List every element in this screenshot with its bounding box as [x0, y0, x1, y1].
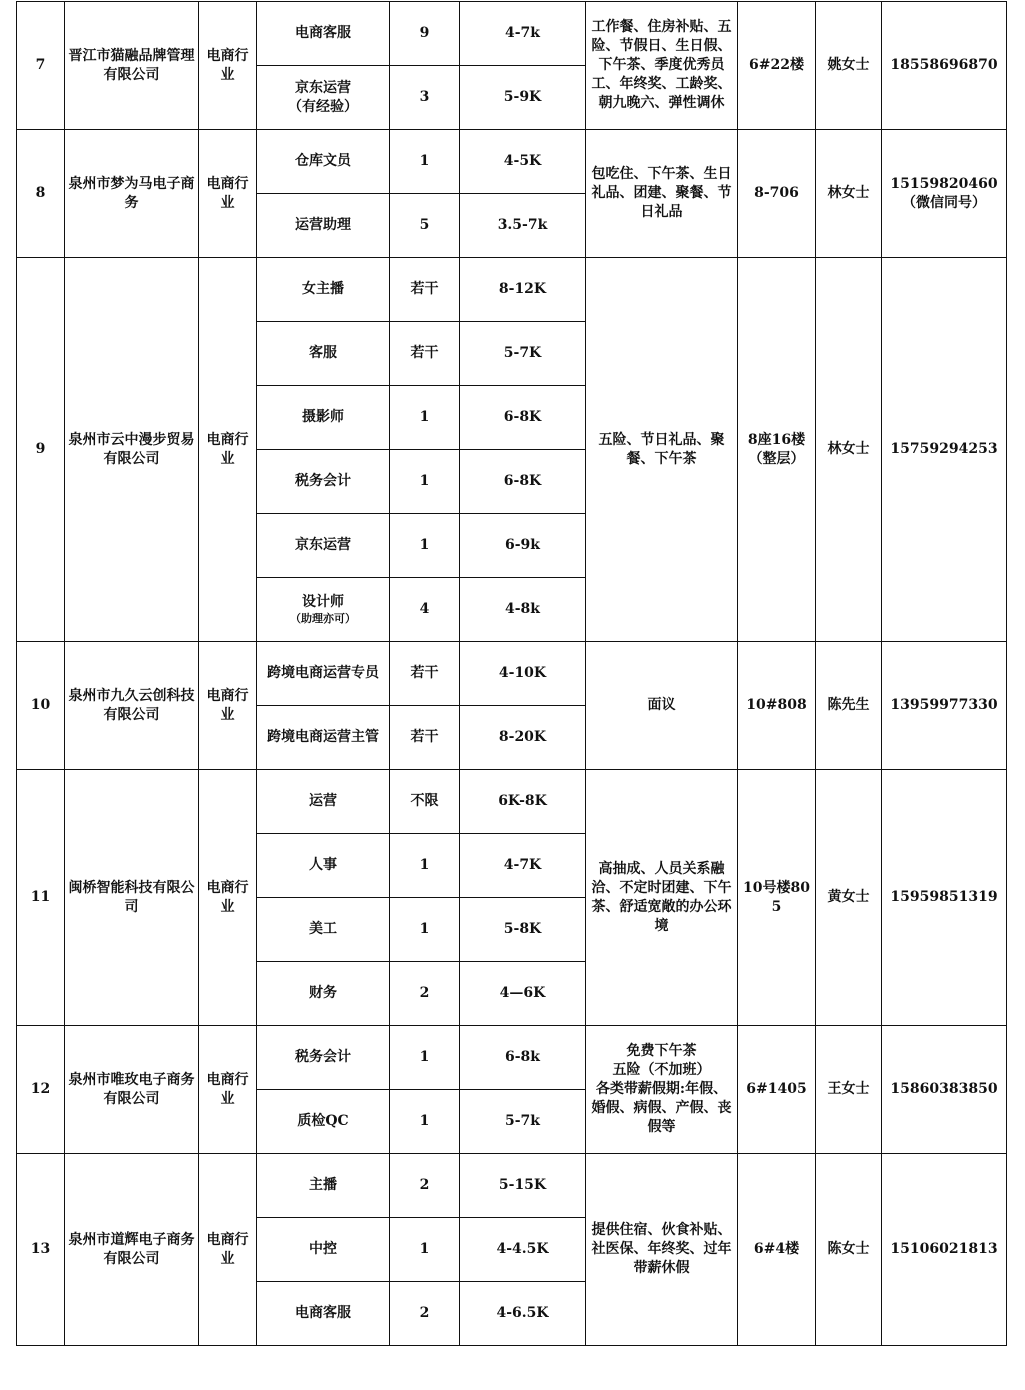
address: 6#22楼 [738, 2, 816, 130]
salary: 6-8K [460, 386, 586, 450]
phone-number: 15860383850 [882, 1026, 1007, 1154]
company-name: 泉州市九久云创科技有限公司 [65, 642, 199, 770]
headcount: 2 [390, 962, 460, 1026]
phone-number: 15106021813 [882, 1154, 1007, 1346]
salary: 4-10K [460, 642, 586, 706]
salary: 5-8K [460, 898, 586, 962]
salary: 4-6.5K [460, 1282, 586, 1346]
position-title: 仓库文员 [295, 153, 351, 169]
position-cell [257, 770, 390, 834]
position-cell [257, 2, 390, 66]
position-title: 女主播 [302, 281, 344, 297]
headcount: 若干 [390, 706, 460, 770]
phone-number: 15759294253 [882, 258, 1007, 642]
position-cell [257, 578, 390, 642]
salary: 6-8K [460, 450, 586, 514]
position-cell [257, 1282, 390, 1346]
table-row [17, 770, 1007, 834]
position-title: 税务会计 [295, 1049, 351, 1065]
company-name: 闽桥智能科技有限公司 [65, 770, 199, 1026]
table-row [17, 642, 1007, 706]
position-title: 跨境电商运营专员 [267, 665, 379, 681]
contact-person: 黄女士 [816, 770, 882, 1026]
salary: 4-5K [460, 130, 586, 194]
position-cell [257, 898, 390, 962]
address: 10#808 [738, 642, 816, 770]
table-body [17, 2, 1007, 1346]
company-name: 泉州市云中漫步贸易有限公司 [65, 258, 199, 642]
headcount: 4 [390, 578, 460, 642]
table-row [17, 1026, 1007, 1090]
row-number: 12 [17, 1026, 65, 1154]
industry: 电商行业 [199, 1026, 257, 1154]
headcount: 1 [390, 450, 460, 514]
table-row [17, 1154, 1007, 1218]
position-cell [257, 1026, 390, 1090]
position-note: （助理亦可） [290, 612, 356, 625]
salary: 4—6K [460, 962, 586, 1026]
position-title: 财务 [309, 985, 337, 1001]
position-title: 京东运营 [295, 537, 351, 553]
phone-number: 15159820460（微信同号） [882, 130, 1007, 258]
contact-person: 林女士 [816, 258, 882, 642]
row-number: 10 [17, 642, 65, 770]
contact-person: 陈女士 [816, 1154, 882, 1346]
salary: 4-8k [460, 578, 586, 642]
position-cell [257, 834, 390, 898]
position-title: 设计师 [302, 594, 344, 610]
industry: 电商行业 [199, 770, 257, 1026]
industry: 电商行业 [199, 258, 257, 642]
address: 8座16楼 （整层） [738, 258, 816, 642]
position-cell [257, 386, 390, 450]
headcount: 若干 [390, 322, 460, 386]
position-title: 运营 [309, 793, 337, 809]
position-title: 主播 [309, 1177, 337, 1193]
salary: 8-12K [460, 258, 586, 322]
benefits: 五险、节日礼品、聚餐、下午茶 [586, 258, 738, 642]
headcount: 若干 [390, 258, 460, 322]
contact-person: 姚女士 [816, 2, 882, 130]
salary: 3.5-7k [460, 194, 586, 258]
position-cell [257, 1154, 390, 1218]
headcount: 1 [390, 834, 460, 898]
headcount: 1 [390, 1090, 460, 1154]
table-row [17, 2, 1007, 66]
phone-number: 13959977330 [882, 642, 1007, 770]
contact-person: 陈先生 [816, 642, 882, 770]
headcount: 3 [390, 66, 460, 130]
position-cell [257, 514, 390, 578]
benefits: 包吃住、下午茶、生日礼品、团建、聚餐、节日礼品 [586, 130, 738, 258]
position-cell [257, 642, 390, 706]
row-number: 13 [17, 1154, 65, 1346]
position-cell [257, 130, 390, 194]
position-cell [257, 322, 390, 386]
position-cell [257, 258, 390, 322]
position-title: 京东运营 （有经验） [288, 79, 358, 115]
salary: 6K-8K [460, 770, 586, 834]
row-number: 7 [17, 2, 65, 130]
contact-person: 王女士 [816, 1026, 882, 1154]
position-title: 人事 [309, 857, 337, 873]
headcount: 1 [390, 898, 460, 962]
table-row [17, 130, 1007, 194]
position-title: 中控 [309, 1241, 337, 1257]
address: 6#4楼 [738, 1154, 816, 1346]
salary: 4-7k [460, 2, 586, 66]
position-title: 摄影师 [302, 409, 344, 425]
row-number: 9 [17, 258, 65, 642]
salary: 5-9K [460, 66, 586, 130]
salary: 5-7k [460, 1090, 586, 1154]
industry: 电商行业 [199, 1154, 257, 1346]
phone-number: 15959851319 [882, 770, 1007, 1026]
position-cell [257, 1218, 390, 1282]
position-cell [257, 194, 390, 258]
salary: 8-20K [460, 706, 586, 770]
position-cell [257, 706, 390, 770]
headcount: 1 [390, 130, 460, 194]
headcount: 5 [390, 194, 460, 258]
company-name: 泉州市道辉电子商务有限公司 [65, 1154, 199, 1346]
position-title: 电商客服 [295, 25, 351, 41]
industry: 电商行业 [199, 130, 257, 258]
benefits: 高抽成、人员关系融洽、不定时团建、下午茶、舒适宽敞的办公环境 [586, 770, 738, 1026]
company-name: 泉州市梦为马电子商务 [65, 130, 199, 258]
salary: 6-8k [460, 1026, 586, 1090]
position-cell [257, 962, 390, 1026]
benefits: 面议 [586, 642, 738, 770]
position-title: 电商客服 [295, 1305, 351, 1321]
company-name: 泉州市唯玫电子商务有限公司 [65, 1026, 199, 1154]
headcount: 9 [390, 2, 460, 66]
benefits: 提供住宿、伙食补贴、社医保、年终奖、过年带薪休假 [586, 1154, 738, 1346]
position-title: 税务会计 [295, 473, 351, 489]
position-title: 质检QC [297, 1113, 349, 1129]
salary: 5-7K [460, 322, 586, 386]
headcount: 1 [390, 1218, 460, 1282]
company-name: 晋江市猫融品牌管理有限公司 [65, 2, 199, 130]
row-number: 8 [17, 130, 65, 258]
position-title: 客服 [309, 345, 337, 361]
address: 6#1405 [738, 1026, 816, 1154]
address: 10号楼805 [738, 770, 816, 1026]
position-title: 运营助理 [295, 217, 351, 233]
contact-person: 林女士 [816, 130, 882, 258]
position-title: 跨境电商运营主管 [267, 729, 379, 745]
industry: 电商行业 [199, 642, 257, 770]
headcount: 1 [390, 1026, 460, 1090]
industry: 电商行业 [199, 2, 257, 130]
position-title: 美工 [309, 921, 337, 937]
headcount: 1 [390, 514, 460, 578]
salary: 4-7K [460, 834, 586, 898]
job-listing-table [16, 1, 1007, 1346]
headcount: 1 [390, 386, 460, 450]
address: 8-706 [738, 130, 816, 258]
salary: 5-15K [460, 1154, 586, 1218]
position-cell [257, 1090, 390, 1154]
table-row [17, 258, 1007, 322]
headcount: 2 [390, 1154, 460, 1218]
headcount: 若干 [390, 642, 460, 706]
position-cell [257, 450, 390, 514]
benefits: 免费下午茶 五险（不加班） 各类带薪假期:年假、婚假、病假、产假、丧假等 [586, 1026, 738, 1154]
phone-number: 18558696870 [882, 2, 1007, 130]
salary: 6-9k [460, 514, 586, 578]
position-cell [257, 66, 390, 130]
salary: 4-4.5K [460, 1218, 586, 1282]
row-number: 11 [17, 770, 65, 1026]
headcount: 2 [390, 1282, 460, 1346]
benefits: 工作餐、住房补贴、五险、节假日、生日假、下午茶、季度优秀员工、年终奖、工龄奖、朝九晚六、弹性调休 [586, 2, 738, 130]
headcount: 不限 [390, 770, 460, 834]
